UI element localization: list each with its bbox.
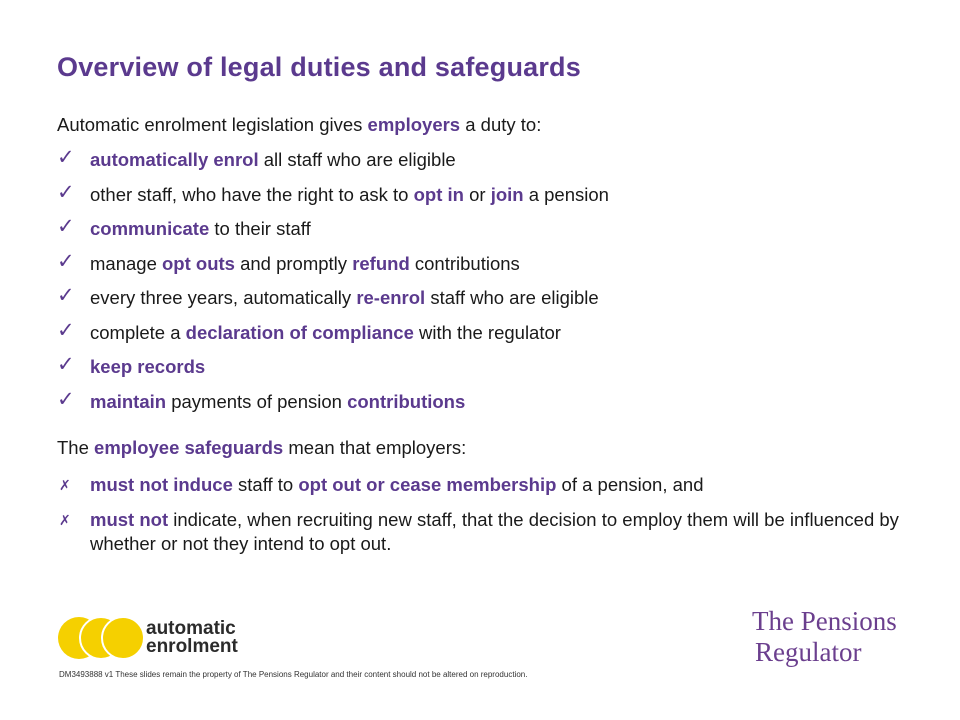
body-text: Automatic enrolment legislation gives <box>57 114 368 135</box>
highlight-text: must not induce <box>90 474 233 495</box>
pensions-regulator-logo <box>752 606 897 668</box>
body-text: staff to <box>232 474 299 495</box>
check-icon: ✓ <box>57 215 75 238</box>
body-text: other staff, who have the right to ask to <box>90 183 414 205</box>
highlight-text: opt outs <box>162 252 235 274</box>
highlight-text: maintain <box>90 390 167 412</box>
body-text: payments of pension <box>166 390 348 412</box>
page-title: Overview of legal duties and safeguards <box>57 52 581 82</box>
highlight-text: contributions <box>347 390 466 412</box>
list-item <box>57 180 609 218</box>
list-item <box>57 318 609 356</box>
highlight-text: keep records <box>90 356 206 377</box>
body-text: with the regulator <box>413 321 561 343</box>
highlight-text: automatically enrol <box>90 149 259 170</box>
body-text: a pension <box>523 183 609 205</box>
list-item <box>57 355 609 390</box>
check-icon: ✓ <box>57 284 75 307</box>
check-icon: ✓ <box>57 353 75 376</box>
duties-list <box>57 148 609 424</box>
highlight-text: employers <box>367 114 461 135</box>
check-icon: ✓ <box>57 387 75 411</box>
logo-ae-line2: enrolment <box>146 636 238 657</box>
automatic-enrolment-logo-text <box>146 620 238 656</box>
list-item <box>57 217 609 252</box>
logo-ae-line1: automatic <box>146 618 236 639</box>
body-text: a duty to: <box>460 114 542 135</box>
highlight-text: communicate <box>90 218 210 239</box>
safeguards-list <box>57 473 960 567</box>
highlight-text: opt in <box>413 183 464 205</box>
body-text: to their staff <box>209 218 311 239</box>
body-text: manage <box>90 252 162 274</box>
body-text: and promptly <box>234 252 353 274</box>
highlight-text: opt out or cease membership <box>298 474 557 495</box>
highlight-text: refund <box>352 252 410 274</box>
list-item <box>57 286 609 321</box>
highlight-text: re-enrol <box>356 287 426 308</box>
body-text: mean that employers: <box>283 437 467 458</box>
safeguards-intro <box>57 437 466 459</box>
cross-icon: ✗ <box>59 477 71 493</box>
highlight-text: declaration of compliance <box>185 321 414 343</box>
body-text: of a pension, and <box>556 474 704 495</box>
list-item <box>57 249 609 287</box>
tpr-line2: Regulator <box>755 637 862 667</box>
footer-text: DM3493888 v1 These slides remain the property of The Pensions Regulator and their content should not be altered on reproduction. <box>59 670 528 679</box>
highlight-text: employee safeguards <box>94 437 284 458</box>
body-text: contributions <box>409 252 520 274</box>
body-text: indicate, when recruiting new staff, that the decision to employ them will be influenced by whether or not they intend to opt out. <box>90 509 899 554</box>
body-text: all staff who are eligible <box>258 149 456 170</box>
check-icon: ✓ <box>57 249 75 273</box>
tpr-line1: The Pensions <box>752 606 897 636</box>
highlight-text: join <box>490 183 524 205</box>
list-item <box>57 387 609 425</box>
intro-text <box>57 114 541 136</box>
body-text: complete a <box>90 321 186 343</box>
body-text: or <box>463 183 491 205</box>
cross-icon: ✗ <box>59 512 71 528</box>
check-icon: ✓ <box>57 318 75 342</box>
list-item <box>57 148 609 183</box>
body-text: staff who are eligible <box>425 287 599 308</box>
highlight-text: must not <box>90 509 169 530</box>
list-item <box>57 508 960 556</box>
body-text: The <box>57 437 95 458</box>
list-item <box>57 473 960 497</box>
check-icon: ✓ <box>57 180 75 204</box>
check-icon: ✓ <box>57 146 75 169</box>
body-text: every three years, automatically <box>90 287 357 308</box>
